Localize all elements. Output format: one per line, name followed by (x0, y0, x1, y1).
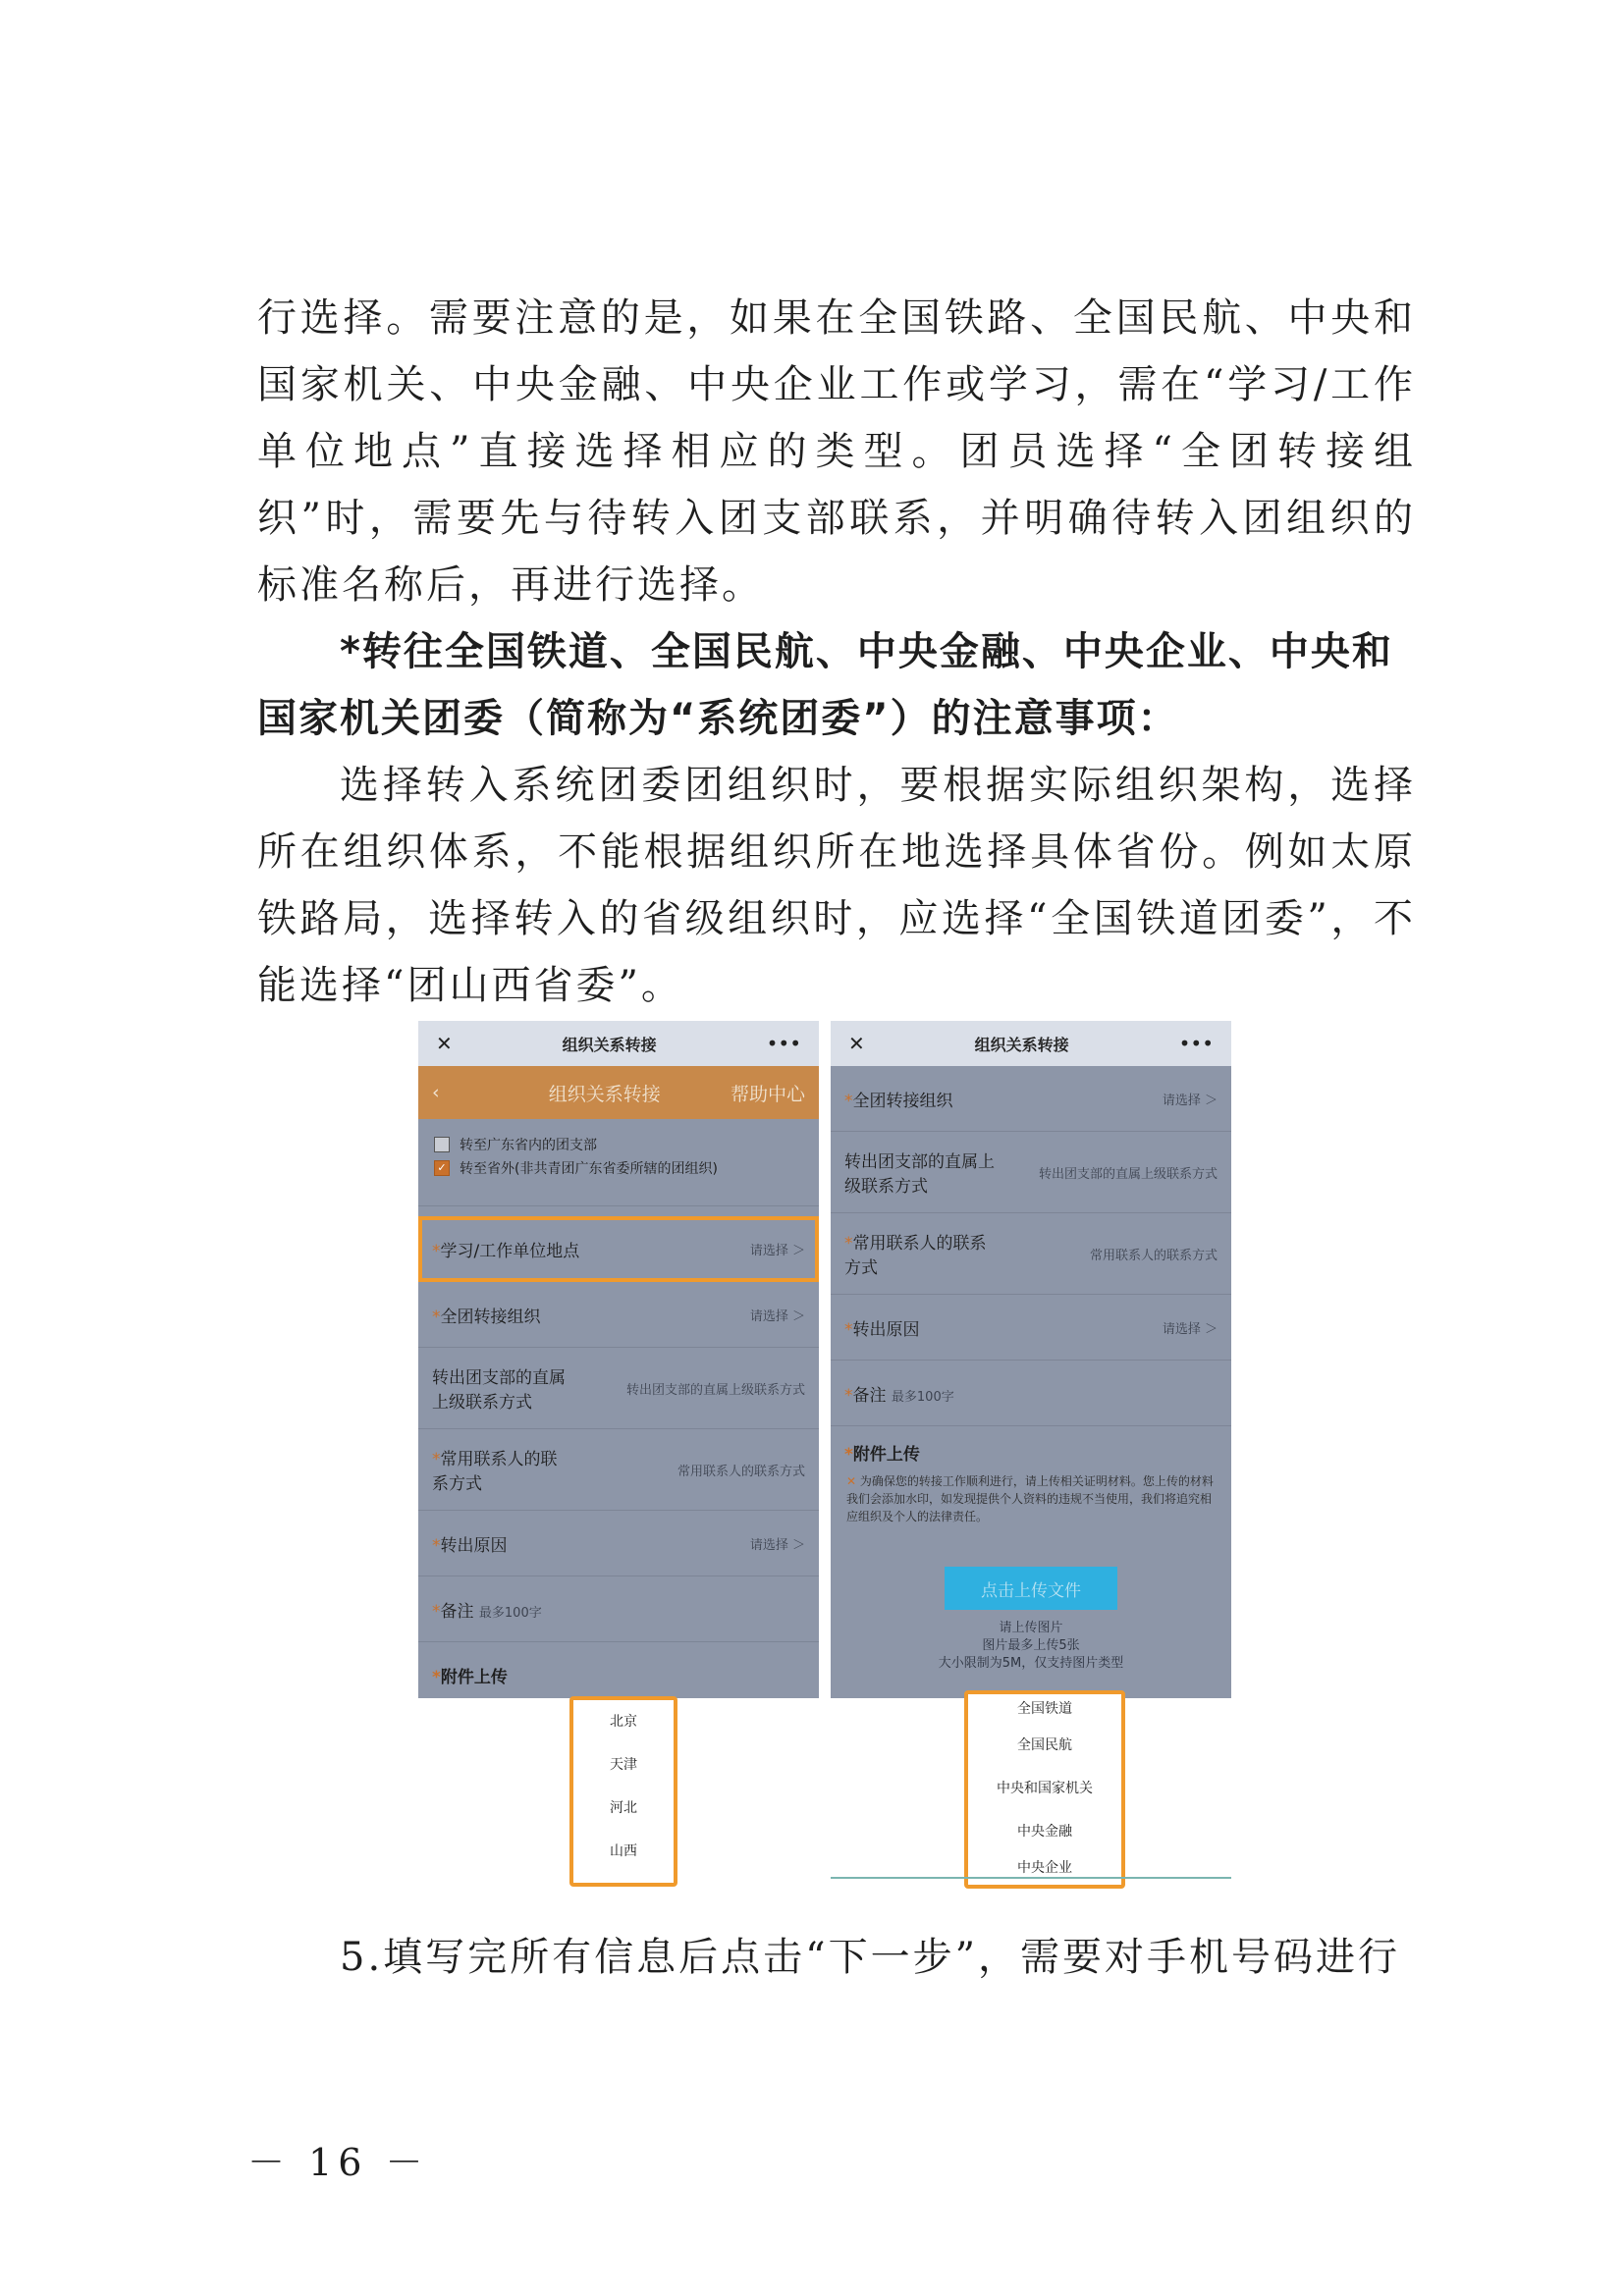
paragraph-text: 行选择。需要注意的是，如果在全国铁路、全国民航、中央和国家机关、中央金融、中央企业工作或学习，需在“学习/工作单位地点”直接选择相应的类型。团员选择“全团转接组织”时，需要先与待转入团支部联系，并明确待转入团组织的标准名称后，再进行选择。 (257, 295, 1416, 608)
field-label: 全团转接组织 (440, 1307, 541, 1327)
field-attachment: *附件上传 (432, 1667, 508, 1687)
field-hint: 请选择 ＞ (1162, 1093, 1218, 1108)
field-label: 全团转接组织 (852, 1091, 953, 1111)
field-hint: 请选择 ＞ (749, 1308, 805, 1324)
field-hint: 常用联系人的联系方式 (1089, 1248, 1218, 1263)
field-hint: 转出团支部的直属上级联系方式 (625, 1382, 805, 1398)
page-header (418, 1066, 819, 1119)
screenshot-right-form (831, 1021, 1231, 1698)
topbar-title: 组织关系转接 (974, 1035, 1069, 1054)
field-label: 备注 (440, 1601, 474, 1622)
close-icon[interactable]: ✕ (436, 1032, 453, 1055)
upload-notice (831, 1465, 1231, 1533)
paragraph-text: 5.填写完所有信息后点击“下一步”，需要对手机号码进行 (340, 1935, 1401, 1980)
checkbox-label: 转至省外(非共青团广东省委所辖的团组织) (460, 1161, 718, 1177)
upload-info-line: 请上传图片 (999, 1621, 1063, 1635)
dropdown-option[interactable]: 中央和国家机关 (997, 1781, 1093, 1796)
field-reason[interactable]: *转出原因 请选择 ＞ (831, 1295, 1231, 1361)
field-reason[interactable]: *转出原因 请选择 ＞ (418, 1511, 819, 1576)
field-superior-contact[interactable] (831, 1132, 1231, 1213)
field-hint: 转出团支部的直属上级联系方式 (1038, 1166, 1218, 1182)
field-hint: 最多100字 (478, 1605, 542, 1621)
field-contact-person[interactable]: *常用联系人的联系方式 常用联系人的联系方式 (831, 1213, 1231, 1295)
field-superior-contact[interactable] (418, 1348, 819, 1429)
field-hint: 请选择 ＞ (749, 1537, 805, 1553)
heading-text: *转往全国铁道、全国民航、中央金融、中央企业、中央和国家机关团委（简称为“系统团委”）的注意事项： (257, 629, 1393, 741)
field-label: 附件上传 (852, 1445, 920, 1465)
field-remark[interactable]: *备注 最多100字 (831, 1361, 1231, 1426)
field-remark[interactable]: *备注 最多100字 (418, 1576, 819, 1642)
field-hint: 最多100字 (891, 1389, 954, 1405)
upload-info (831, 1620, 1231, 1673)
field-label: 常用联系人的联系方式 (432, 1450, 558, 1494)
mini-program-topbar (831, 1021, 1231, 1066)
attachment-title: *附件上传 (844, 1445, 920, 1465)
paragraph-intro (257, 285, 1416, 618)
checkbox-out-province[interactable] (434, 1158, 803, 1178)
upload-file-button[interactable]: 点击上传文件 (945, 1567, 1117, 1610)
field-contact-person[interactable]: *常用联系人的联系方式 常用联系人的联系方式 (418, 1429, 819, 1511)
field-label: 学习/工作单位地点 (440, 1241, 580, 1261)
field-hint: 请选择 ＞ (749, 1243, 805, 1258)
paragraph-step-5 (257, 1924, 1416, 1991)
more-icon[interactable]: ••• (766, 1032, 801, 1055)
field-label: 转出原因 (852, 1319, 920, 1340)
header-title: 组织关系转接 (548, 1083, 661, 1105)
dropdown-option[interactable]: 中央企业 (1017, 1860, 1072, 1876)
paragraph-system-committee (257, 752, 1416, 1019)
help-center-link[interactable]: 帮助中心 (730, 1083, 805, 1105)
field-label: 转出原因 (440, 1535, 508, 1556)
system-dropdown (964, 1690, 1125, 1889)
field-label: 转出团支部的直属上级联系方式 (432, 1368, 566, 1413)
more-icon[interactable]: ••• (1178, 1032, 1214, 1055)
field-transfer-org[interactable]: *全团转接组织 请选择 ＞ (418, 1282, 819, 1348)
province-dropdown (569, 1696, 677, 1887)
dropdown-option[interactable]: 北京 (610, 1714, 637, 1730)
dropdown-option[interactable]: 全国铁道 (1017, 1701, 1072, 1717)
paragraph-text: 选择转入系统团委团组织时，要根据实际组织架构，选择所在组织体系，不能根据组织所在地选择具体省份。例如太原铁路局，选择转入的省级组织时，应选择“全国铁道团委”，不能选择“团山西省委”。 (257, 763, 1416, 1008)
dropdown-option[interactable]: 河北 (610, 1800, 637, 1816)
checked-icon[interactable]: ✓ (434, 1160, 450, 1176)
field-hint: 请选择 ＞ (1162, 1321, 1218, 1337)
dropdown-option[interactable]: 天津 (610, 1757, 637, 1773)
field-work-location[interactable]: *学习/工作单位地点 请选择 ＞ (418, 1216, 819, 1282)
checkbox-icon[interactable] (434, 1137, 450, 1152)
upload-info-line: 大小限制为5M，仅支持图片类型 (938, 1656, 1124, 1671)
topbar-title: 组织关系转接 (562, 1035, 657, 1054)
field-transfer-org[interactable]: *全团转接组织 请选择 ＞ (831, 1066, 1231, 1132)
field-label: 转出团支部的直属上级联系方式 (844, 1152, 995, 1197)
divider-line (831, 1877, 1231, 1879)
dropdown-option[interactable]: 全国民航 (1017, 1737, 1072, 1753)
dropdown-option[interactable]: 山西 (610, 1843, 637, 1859)
destination-checkboxes (418, 1119, 819, 1206)
section-heading (257, 618, 1416, 752)
mini-program-topbar (418, 1021, 819, 1066)
upload-info-line: 图片最多上传5张 (982, 1638, 1080, 1653)
notice-text: 为确保您的转接工作顺利进行，请上传相关证明材料。您上传的材料我们会添加水印，如发现提供个人资料的违规不当使用，我们将追究相应组织及个人的法律责任。 (846, 1474, 1214, 1523)
screenshot-left-form (418, 1021, 819, 1698)
checkbox-in-province[interactable] (434, 1135, 803, 1154)
field-label: 附件上传 (440, 1667, 508, 1687)
back-icon[interactable]: ‹ (432, 1082, 440, 1103)
warning-icon: ✕ (846, 1474, 857, 1488)
close-icon[interactable]: ✕ (848, 1032, 865, 1055)
field-label: 常用联系人的联系方式 (844, 1234, 987, 1278)
page-number: － 16 － (247, 2141, 429, 2184)
field-label: 备注 (852, 1385, 887, 1406)
field-hint: 常用联系人的联系方式 (677, 1464, 805, 1479)
checkbox-label: 转至广东省内的团支部 (460, 1138, 597, 1153)
dropdown-option[interactable]: 中央金融 (1017, 1824, 1072, 1840)
